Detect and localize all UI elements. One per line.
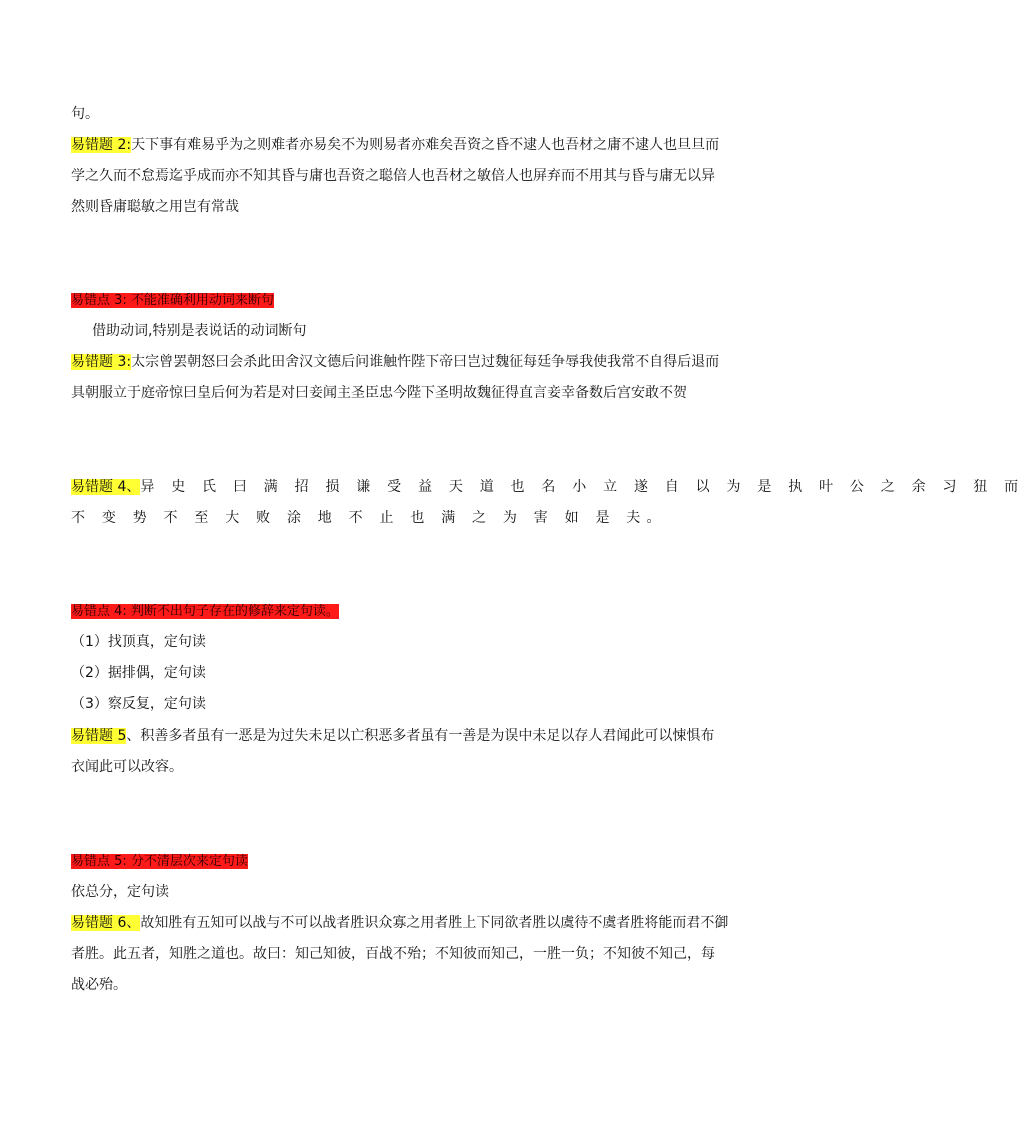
- question-3-line-2: [71, 383, 731, 403]
- text-line: [71, 104, 731, 124]
- question-2-line-3: [71, 197, 731, 217]
- question-6-text: 故知胜有五知可以战与不可以战者胜识众寡之用者胜上下同欲者胜以虞待不虞者胜将能而君不御: [140, 915, 729, 931]
- continuation-text: 句。: [71, 106, 99, 122]
- question-3-tag: 易错题 3:: [71, 354, 132, 370]
- question-5-text: 、积善多者虽有一恶是为过失未足以亡积恶多者虽有一善是为误中未足以存人君闻此可以悚惧布: [126, 728, 715, 744]
- error-point-3-line: [71, 290, 731, 311]
- question-2-text: 学之久而不怠焉迄乎成而亦不知其昏与庸也吾资之聪倍人也吾材之敏倍人也屏弃而不用其与昏与庸无以异: [71, 168, 715, 184]
- method-text: （1）找顶真，定句读: [71, 634, 206, 650]
- question-4-tag: 易错题 4、: [71, 479, 141, 495]
- question-6-line-1: [71, 913, 731, 933]
- question-5-text: 衣闻此可以改容。: [71, 759, 183, 775]
- method-line: [71, 632, 731, 652]
- question-3-line-1: [71, 352, 731, 372]
- question-6-tag: 易错题 6、: [71, 915, 141, 931]
- question-6-text: 战必殆。: [71, 977, 127, 993]
- method-line: [92, 321, 752, 341]
- method-line: [71, 882, 731, 902]
- question-2-line-1: [71, 135, 731, 155]
- question-4-text: 异 史 氏 曰 满 招 损 谦 受 益 天 道 也 名 小 立 遂 自 以 为 是 执 叶 公 之 余 习 狃 而: [140, 479, 1024, 495]
- question-4-line-1: [71, 477, 1024, 497]
- method-line: [71, 694, 731, 714]
- question-5-line-2: [71, 757, 731, 777]
- question-5-line-1: [71, 726, 731, 746]
- question-2-text: 天下事有难易乎为之则难者亦易矣不为则易者亦难矣吾资之昏不逮人也吾材之庸不逮人也旦旦而: [131, 137, 720, 153]
- method-text: （3）察反复，定句读: [71, 696, 206, 712]
- method-text: （2）据排偶，定句读: [71, 665, 206, 681]
- error-point-4-tag: 易错点 4: 判断不出句子存在的修辞来定句读。: [71, 604, 339, 619]
- question-6-line-2: [71, 944, 731, 964]
- question-4-line-2: [71, 508, 731, 528]
- error-point-4-line: [71, 601, 731, 622]
- error-point-5-line: [71, 851, 731, 872]
- question-2-text: 然则昏庸聪敏之用岂有常哉: [71, 199, 239, 215]
- question-2-line-2: [71, 166, 731, 186]
- question-6-line-3: [71, 975, 731, 995]
- error-point-5-tag: 易错点 5: 分不清层次来定句读: [71, 854, 248, 869]
- question-2-tag: 易错题 2:: [71, 137, 132, 153]
- method-text: 依总分，定句读: [71, 884, 169, 900]
- question-4-text: 不 变 势 不 至 大 败 涂 地 不 止 也 满 之 为 害 如 是 夫。: [71, 510, 667, 526]
- question-3-text: 具朝服立于庭帝惊曰皇后何为若是对曰妾闻主圣臣忠今陛下圣明故魏征得直言妾幸备数后宫安敢不贺: [71, 385, 687, 401]
- method-text: 借助动词,特别是表说话的动词断句: [92, 323, 307, 339]
- question-3-text: 太宗曾罢朝怒曰会杀此田舍汉文德后问谁触忤陛下帝曰岂过魏征每廷争辱我使我常不自得后退而: [131, 354, 720, 370]
- method-line: [71, 663, 731, 683]
- error-point-3-tag: 易错点 3: 不能准确利用动词来断句: [71, 293, 274, 308]
- question-5-tag: 易错题 5: [71, 728, 127, 744]
- question-6-text: 者胜。此五者，知胜之道也。故曰：知己知彼，百战不殆；不知彼而知己，一胜一负；不知彼不知己，每: [71, 946, 715, 962]
